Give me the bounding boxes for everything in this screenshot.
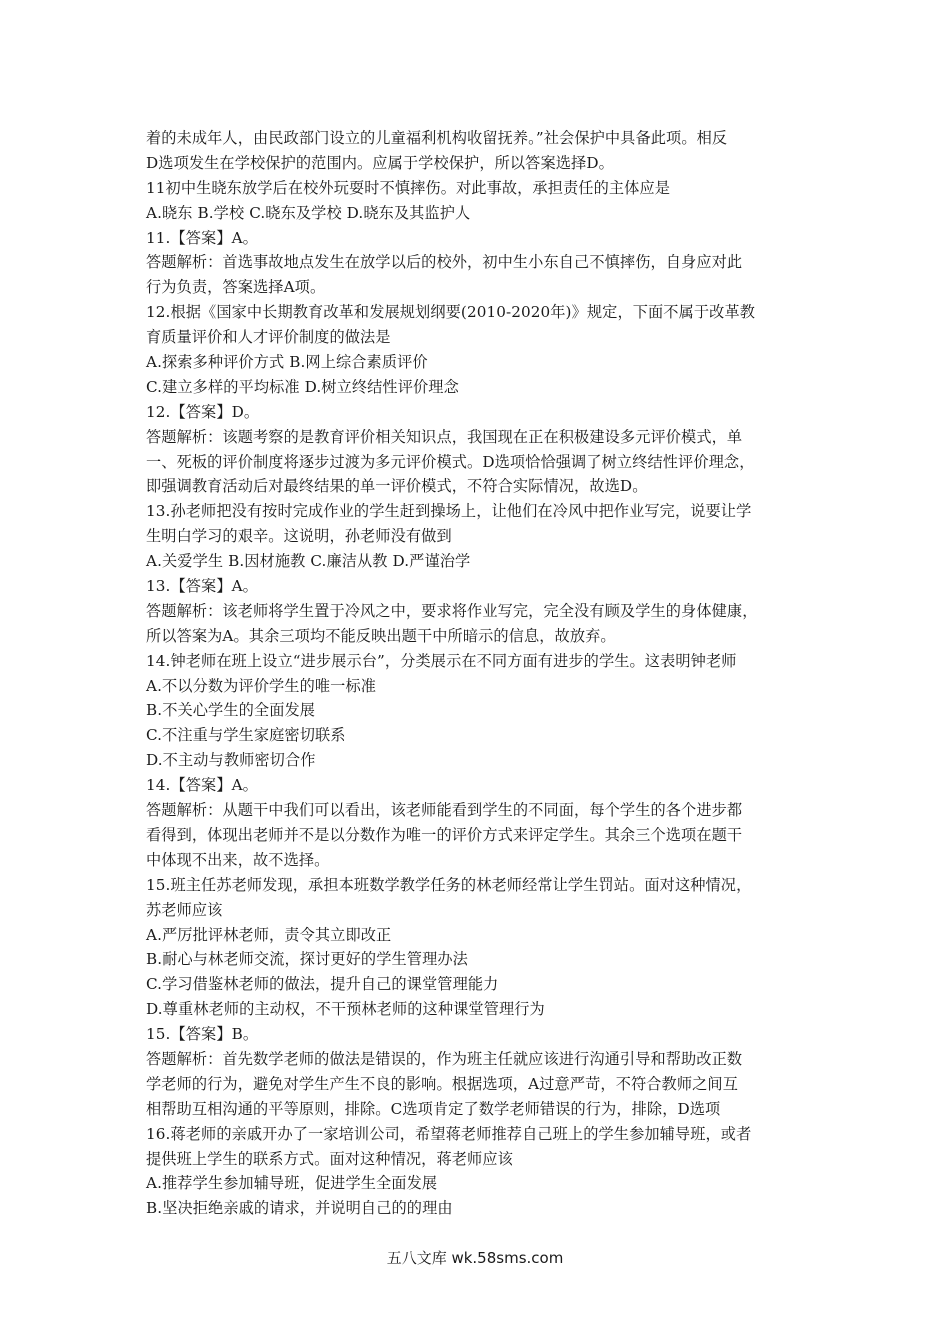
text-line: B.不关心学生的全面发展 <box>146 701 316 720</box>
text-line: 苏老师应该 <box>146 900 223 919</box>
text-line: A.晓东 B.学校 C.晓东及学校 D.晓东及其监护人 <box>146 203 471 222</box>
text-line: 所以答案为A。其余三项均不能反映出题干中所暗示的信息，故放弃。 <box>146 626 616 645</box>
text-line: 14.钟老师在班上设立“进步展示台”，分类展示在不同方面有进步的学生。这表明钟老师 <box>146 651 737 670</box>
text-line: 答题解析：首先数学老师的做法是错误的，作为班主任就应该进行沟通引导和帮助改正数 <box>146 1049 743 1068</box>
text-line: 相帮助互相沟通的平等原则，排除。C选项肯定了数学老师错误的行为，排除，D选项 <box>146 1099 721 1118</box>
text-line: 15.【答案】B。 <box>146 1025 259 1044</box>
text-line: A.关爱学生 B.因材施教 C.廉洁从教 D.严谨治学 <box>146 552 471 571</box>
text-line: 着的未成年人，由民政部门设立的儿童福利机构收留抚养。”社会保护中具备此项。相反 <box>146 129 728 147</box>
text-line: 16.蒋老师的亲戚开办了一家培训公司，希望蒋老师推荐自己班上的学生参加辅导班，或者 <box>146 1124 752 1143</box>
text-line: 提供班上学生的联系方式。面对这种情况，蒋老师应该 <box>146 1149 513 1168</box>
footer-watermark: 五八文库 wk.58sms.com <box>386 1249 564 1267</box>
text-line: 13.孙老师把没有按时完成作业的学生赶到操场上，让他们在冷风中把作业写完，说要让学 <box>146 502 752 521</box>
text-line: B.耐心与林老师交流，探讨更好的学生管理办法 <box>146 950 468 969</box>
text-line: D.不主动与教师密切合作 <box>146 751 316 770</box>
text-line: A.严厉批评林老师，责令其立即改正 <box>146 925 392 944</box>
text-line: 答题解析：首选事故地点发生在放学以后的校外，初中生小东自己不慎摔伤，自身应对此 <box>146 253 743 272</box>
document-body <box>146 126 816 1221</box>
text-line: C.不注重与学生家庭密切联系 <box>146 726 346 745</box>
text-line: D选项发生在学校保护的范围内。应属于学校保护，所以答案选择D。 <box>146 153 614 172</box>
text-line: 11初中生晓东放学后在校外玩耍时不慎摔伤。对此事故，承担责任的主体应是 <box>146 178 671 197</box>
text-line: 育质量评价和人才评价制度的做法是 <box>146 328 391 347</box>
text-line: 14.【答案】A。 <box>146 776 258 795</box>
text-line: B.坚决拒绝亲戚的请求，并说明自己的的理由 <box>146 1199 453 1218</box>
text-line: A.不以分数为评价学生的唯一标准 <box>146 676 377 695</box>
text-line: 看得到，体现出老师并不是以分数作为唯一的评价方式来评定学生。其余三个选项在题干 <box>146 825 743 844</box>
text-line: 中体现不出来，故不选择。 <box>146 850 330 869</box>
text-line: 生明白学习的艰辛。这说明，孙老师没有做到 <box>146 527 452 546</box>
text-line: C.学习借鉴林老师的做法，提升自己的课堂管理能力 <box>146 975 499 994</box>
text-line: C.建立多样的平均标准 D.树立终结性评价理念 <box>146 377 459 396</box>
text-line: 答题解析：该题考察的是教育评价相关知识点，我国现在正在积极建设多元评价模式，单 <box>146 427 743 446</box>
text-line: A.推荐学生参加辅导班，促进学生全面发展 <box>146 1174 438 1193</box>
text-line: 15.班主任苏老师发现，承担本班数学教学任务的林老师经常让学生罚站。面对这种情况， <box>146 875 752 894</box>
text-line: 行为负责，答案选择A项。 <box>146 278 326 297</box>
text-line: 答题解析：从题干中我们可以看出，该老师能看到学生的不同面，每个学生的各个进步都 <box>146 801 743 820</box>
text-line: 学老师的行为，避免对学生产生不良的影响。根据选项，A过意严苛，不符合教师之间互 <box>146 1074 738 1093</box>
text-line: 13.【答案】A。 <box>146 577 258 596</box>
text-line: 11.【答案】A。 <box>146 228 258 247</box>
text-line: A.探索多种评价方式 B.网上综合素质评价 <box>146 353 428 372</box>
text-line: 答题解析：该老师将学生置于冷风之中，要求将作业写完，完全没有顾及学生的身体健康， <box>146 601 758 620</box>
text-line: 12.根据《国家中长期教育改革和发展规划纲要(2010-2020年)》规定，下面不属于改革教 <box>146 303 756 322</box>
text-line: 12.【答案】D。 <box>146 402 260 421</box>
text-line: 即强调教育活动后对最终结果的单一评价模式，不符合实际情况，故选D。 <box>146 477 648 496</box>
text-line: D.尊重林老师的主动权，不干预林老师的这种课堂管理行为 <box>146 1000 545 1019</box>
text-line: 一、死板的评价制度将逐步过渡为多元评价模式。D选项恰恰强调了树立终结性评价理念， <box>146 452 755 471</box>
